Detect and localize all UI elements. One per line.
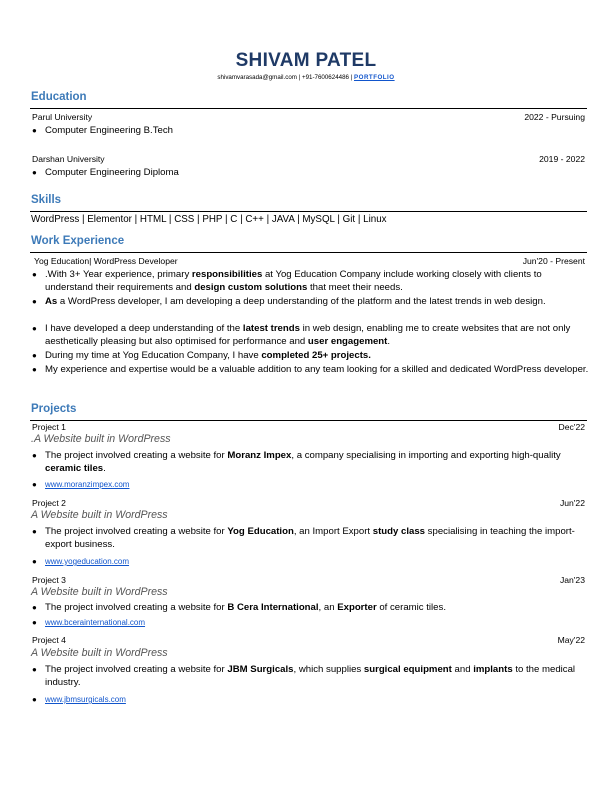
project-header [32, 635, 585, 645]
phone: +91-7600624486 [301, 74, 349, 81]
list-item: ● .With 3+ Year experience, primary responsibilities at Yog Education Company include working closely with clients to understand their requirements and design custom solutions that meet their needs. [32, 269, 542, 294]
section-title-projects: Projects [31, 403, 77, 415]
section-title-skills: Skills [31, 194, 62, 206]
bullet-icon: ● [32, 297, 37, 306]
divider [30, 252, 587, 253]
list-item: ● The project involved creating a website for JBM Surgicals, which supplies surgical equipment and implants to the medical industry. [32, 664, 576, 689]
job-role: Yog Education| WordPress Developer [34, 256, 178, 266]
bullet-icon: ● [32, 695, 37, 704]
list-item [32, 478, 592, 491]
bullet-icon: ● [32, 527, 37, 536]
project-link[interactable]: www.yogeducation.com [45, 557, 130, 566]
list-item: ● My experience and expertise would be a valuable addition to any team looking for a skilled and dedicated WordPress developer. [32, 364, 589, 375]
project-link[interactable]: www.jbmsurgicals.com [45, 695, 126, 704]
bullet-icon: ● [32, 451, 37, 460]
list-item: ● The project involved creating a website for Yog Education, an Import Export study class specialising in teaching the import-export business. [32, 526, 575, 551]
list-item: ● During my time at Yog Education Company, I have completed 25+ projects. [32, 350, 371, 361]
degree: Computer Engineering B.Tech [45, 125, 173, 136]
project-date: Jun'22 [559, 498, 585, 508]
portfolio-link[interactable]: PORTFOLIO [354, 74, 395, 81]
project-subtitle: .A Website built in WordPress [31, 433, 171, 445]
list-item: ● The project involved creating a website for Moranz Impex, a company specialising in importing and exporting high-quality ceramic tiles. [32, 450, 561, 475]
list-item [32, 693, 592, 706]
email: shivamvarasada@gmail.com [217, 74, 297, 81]
list-item: ● As a WordPress developer, I am developing a deep understanding of the platform and the latest trends in web design. [32, 296, 546, 307]
list-item [32, 166, 592, 179]
bullet-icon: ● [32, 480, 37, 489]
skills-list: WordPress | Elementor | HTML | CSS | PHP | C | C++ | JAVA | MySQL | Git | Linux [31, 214, 387, 225]
contact-line [0, 74, 612, 81]
project-date: Dec'22 [558, 422, 585, 432]
job-header [34, 256, 585, 266]
project-label: Project 2 [32, 498, 66, 508]
project-label: Project 3 [32, 575, 66, 585]
project-header [32, 422, 585, 432]
bullet-icon: ● [32, 270, 37, 279]
bullet-icon: ● [32, 365, 37, 374]
project-date: Jan'23 [559, 575, 585, 585]
bullet-icon: ● [32, 618, 37, 627]
project-subtitle: A Website built in WordPress [31, 509, 168, 521]
divider [30, 108, 587, 109]
project-subtitle: A Website built in WordPress [31, 647, 168, 659]
project-link[interactable]: www.moranzimpex.com [45, 480, 130, 489]
section-title-work-experience: Work Experience [31, 235, 125, 247]
degree: Computer Engineering Diploma [45, 167, 179, 178]
project-label: Project 4 [32, 635, 66, 645]
bullet-icon: ● [32, 557, 37, 566]
project-header [32, 498, 585, 508]
school-name: Parul University [32, 112, 93, 122]
project-date: May'22 [557, 635, 585, 645]
list-item [32, 555, 592, 568]
bullet-icon: ● [32, 324, 37, 333]
job-dates: Jun'20 - Present [522, 256, 585, 266]
education-entry-header [32, 112, 585, 122]
education-dates: 2022 - Pursuing [524, 112, 585, 122]
list-item: ● I have developed a deep understanding of the latest trends in web design, enabling me to create websites that are not only aesthetically pleasing but also optimised for performance and user engagement. [32, 323, 571, 348]
education-dates: 2019 - 2022 [539, 154, 585, 164]
section-title-education: Education [31, 91, 87, 103]
list-item [32, 616, 592, 629]
separator: | [296, 74, 302, 81]
project-header [32, 575, 585, 585]
education-entry-header [32, 154, 585, 164]
separator: | [348, 74, 354, 81]
bullet-icon: ● [32, 168, 37, 177]
bullet-icon: ● [32, 603, 37, 612]
divider [30, 420, 587, 421]
candidate-name: SHIVAM PATEL [235, 50, 377, 71]
project-subtitle: A Website built in WordPress [31, 586, 168, 598]
bullet-icon: ● [32, 665, 37, 674]
project-label: Project 1 [32, 422, 66, 432]
school-name: Darshan University [32, 154, 105, 164]
bullet-icon: ● [32, 126, 37, 135]
divider [30, 211, 587, 212]
project-link[interactable]: www.bcerainternational.com [45, 618, 146, 627]
list-item: ● The project involved creating a website for B Cera International, an Exporter of ceramic tiles. [32, 602, 446, 613]
bullet-icon: ● [32, 351, 37, 360]
list-item [32, 124, 592, 137]
